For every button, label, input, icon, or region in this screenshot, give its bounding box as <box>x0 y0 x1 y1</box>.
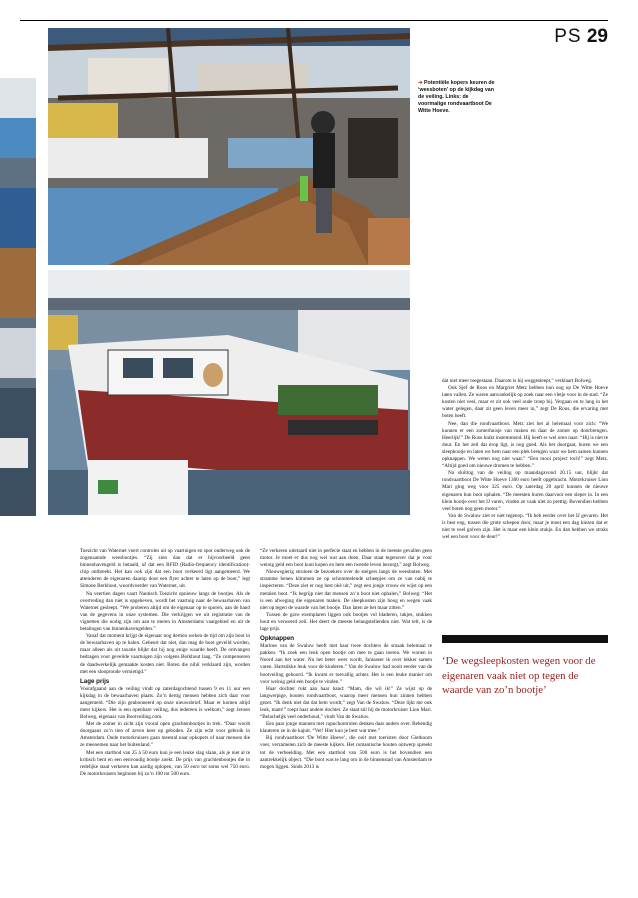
paragraph: Met een startbod van 25 à 50 euro kun je een leuke slag slaan, als je niet al te kritisch bent en een eenvoudig bootje zoekt. De prijs van grachtenbootjes die in redelijke staat verkeren kan aardig oplopen, van 50 euro tot soms wel 750 euro. De motorkruisers beginnen bij zo’n 100 tot 500 euro. <box>80 749 250 777</box>
paragraph: Na veertien dagen vaart Nautisch Toezicht opnieuw langs de bootjes. Als de overtreding dan niet is opgeheven, wordt het vaartuig naar de bewaarhaven van Waternet gesleept. “We proberen altijd om de eigenaar op te sporen, aan de hand van de gegevens in onze systemen. Die verkrijgen we uit registratie van de vignetten die nodig zijn om aan te meren in Amsterdams vaargebied en uit de betalingen van binnenhavengelden.” <box>80 590 250 633</box>
article-column-2 <box>260 548 432 771</box>
page-number: 29 <box>586 26 608 47</box>
paragraph: Bij rondvaartboot ‘De Witte Hoeve’, die ooit met toeristen door Giethoorn voer, verzamelen zich de meeste kijkers. Het romantische houten ontwerp spreekt tot de verbeelding. Met een startbod van 500 euro is het bovendien een aantrekkelijk object. “Die boot was te lang om in de binnenstad van Amsterdam te mogen liggen. Sinds 2013 is <box>260 735 432 770</box>
section-label: PS <box>554 26 582 47</box>
paragraph: Van de Swaluw ziet er niet tegenop. “Ik heb eerder over het IJ gevaren. Het is best eng, tussen die grote schepen door, maar je moet een dag kiezen dat er niet te veel golven zijn. Het is maar een klein stukje. En dan hebben we straks wel een boot voor de deur!” <box>442 512 608 541</box>
article-column-1 <box>80 548 250 778</box>
photo-motor-cruisers <box>48 270 410 515</box>
photo-caption <box>418 80 498 115</box>
paragraph: Na sluiting van de veiling op maandagavond 20.15 uur, blijkt dat rondvaartboot De Witte Hoeve 1300 euro heeft opgebracht. Motorkruiser Lion Mari ging weg voor 325 euro. Op zaterdag 20 april kunnen de nieuwe eigenaren hun boot ophalen. “De meesten huren daarvoor een sleper in. In een klein bootje over het IJ varen, vinden ze vaak niet zo prettig. Bovendien hebben veel boten nog geen motor.” <box>442 470 608 512</box>
top-rule <box>20 20 608 21</box>
paragraph: Met de zomer in zicht zijn vooral open grachtenbootjes in trek. “Daar wordt doorgaans zo’n tien of zeven keer op geboden. Ze zijn echt voor gebruik in Amsterdam. Oude motorkruisers gaan meestal naar opkopers of naar mensen die ze meenemen naar het buitenland.” <box>80 721 250 749</box>
paragraph: Nee, dan die rondvaartboot. Metz ziet het al helemaal voor zich: “We kunnen er een zomerhuisje van maken en daar de zomer op doorbrengen. Heerlijk!” De Roos knikt instemmend. Hij heeft er wel oren naar: “Hij is niet te duur. En het zeil dat erop ligt, is nog goed. Als het doorgaat, huren we een sleepbootje en laten we hem naar een plek brengen waar we hem samen kunnen opknappen. We weten nog niet waar.” “Een mooi project toch!” zegt Metz. “Altijd goed om nieuwe dromen te hebben.” <box>442 420 608 470</box>
paragraph: Vanaf dat moment krijgt de eigenaar nog dertien weken de tijd om zijn boot in de bewaarhaven op te halen. Gebeurt dat niet, dan mag de boot geveild worden, maar alleen als uit taxatie blijkt dat hij nog enige waarde heeft. De ontvangen bedragen voor geveilde vaartuigen zijn volgens Berkhout laag. “Ze compenseren de daadwerkelijk gemaakte kosten niet. Boten die nihil verklaard zijn, worden met een sloopronde vernietigd.” <box>80 633 250 675</box>
caption-arrow-icon: ➔ <box>418 80 423 86</box>
subheading-opknappen: Opknappen <box>260 635 295 643</box>
paragraph: Een paar jonge mannen met capuchontruien denken daar anders over. Behendig klauteren ze in de kajuit. “Vet! Hier kun je best wat mee.” <box>260 721 432 735</box>
paragraph: “Ze verkeren uiteraard niet in perfecte staat en hebben in de meeste gevallen geen motor. Je moet er dus nog wel wat aan doen. Daar staat tegenover dat je voor weinig geld een boot kunt kopen en hem een tweede leven bezorgt,” zegt Bolweg. <box>260 548 432 569</box>
article-column-3 <box>442 378 608 541</box>
paragraph: Nieuwsgierig struinen de bezoekers over de steigers langs de weesboten. Met stramme benen klimmen ze op schommelende scheepjes om ze van nabij te inspecteren. “Deze ziet er nog best okè uit,” zegt een jonge vrouw en wijst op een metalen boot. “Ik begrijp niet dat mensen zo’n boot niet ophalen,” Bolweg: “Het is een afweging die eigenaren maken. De sleepkosten zijn hoog en wegen vaak niet op tegen de waarde van het bootje. Dan laten ze het maar zitten.” <box>260 569 432 611</box>
page-header <box>554 26 608 48</box>
paragraph: dat niet meer toegestaan. Daarom is hij weggesleept,” verklaart Bolweg. <box>442 378 593 384</box>
photo-left-strip <box>0 78 36 516</box>
paragraph: Toezicht van Waternet voert controles uit op vaartuigen en spot onderweg ook de zogenaamde weesbootjes. “Zij zien dan dat er bijvoorbeeld geen binnenhavengeld is betaald, of dat een RFID (Radio-frequency identification)-chip ontbreekt. Het kan ook zijn dat een boot verkeerd ligt aangemeerd. We attenderen de eigenaren daarop door een flyer achter te laten op de boot,” legt Simone Berkhout, woordvoerder van Waternet, uit. <box>80 548 250 590</box>
paragraph: Ook Sjef de Roos en Margriet Metz hebben hun oog op De Witte Hoeve laten vallen. Ze waren aanvankelijk op zoek naar een vletje voor in de stad. “Ze kosten niet veel, maar er zit ook veel oude troep bij. Vergaan en te lang in het water gelegen, daar zit geen leven meer in,” zegt De Roos, die ervaring met boten heeft. <box>442 385 608 420</box>
photo-boat-interior <box>48 28 410 265</box>
subheading-lage-prijs: Lage prijs <box>80 677 110 685</box>
pullquote-bar <box>442 635 608 643</box>
paragraph: Marloes van de Swaluw heeft met haar twee dochters de smaak helemaal te pakken. “Ik zoek een leuk open bootje om mee te gaan toeren. We wonen in Noord aan het water. Nu het beter weer wordt, fantaseer ik over lekker samen varen. Hartstikke leuk voor de kinderen.” Van de Swaluw had nooit eerder van de bootveiling gehoord. “Ik kwam er toevallig achter. Het is een leuke manier om voor weinig geld een bootje te vinden.” <box>260 643 432 685</box>
paragraph: Voorafgaand aan de veiling vindt op zaterdagochtend tussen 9 en 11 uur een kijkdag in de bewaarhaven plaats. Zo’n dertig mensen hebben zich daar voor aangemeld. “Die zijn geabonneerd op onze nieuwsbrief. Maar er komen altijd meer kijkers. Het is een openbare veiling, dus iedereen is welkom,” zegt Jeroen Bolweg, eigenaar van Bootveiling.com. <box>80 685 250 721</box>
pullquote: ‘De wegsleepkosten wegen voor de eigenaren vaak niet op tegen de waarde van zo’n bootje’ <box>442 655 596 696</box>
caption-text: Potentiële kopers keuren de ‘weesboten’ op de kijkdag van de veiling. Links: de voormalige rondvaartboot De Witte Hoeve. <box>418 80 495 114</box>
paragraph: Haar dochter rukt aan haar hand: “Mam, die wil ik!” Ze wijst op de langwerpige, houten rondvaartboot, waarop meer mensen hun zinnen hebben gezet. “Ik denk niet dat dat hem wordt,” zegt Van de Swaluw. “Deze lijkt me ook leuk, mam!” roept haar andere dochter. Ze staat stil bij de motorkruiser Lion Mari. “Belachelijk veel onderhoud,” vindt Van de Swaluw. <box>260 685 432 721</box>
paragraph: Tussen de gave exemplaren liggen ook bootjes vol bladeren, takjes, stukken hout en verweerd zeil. Het deert de meeste belangstellenden niet. Wat telt, is de lage prijs. <box>260 611 432 633</box>
